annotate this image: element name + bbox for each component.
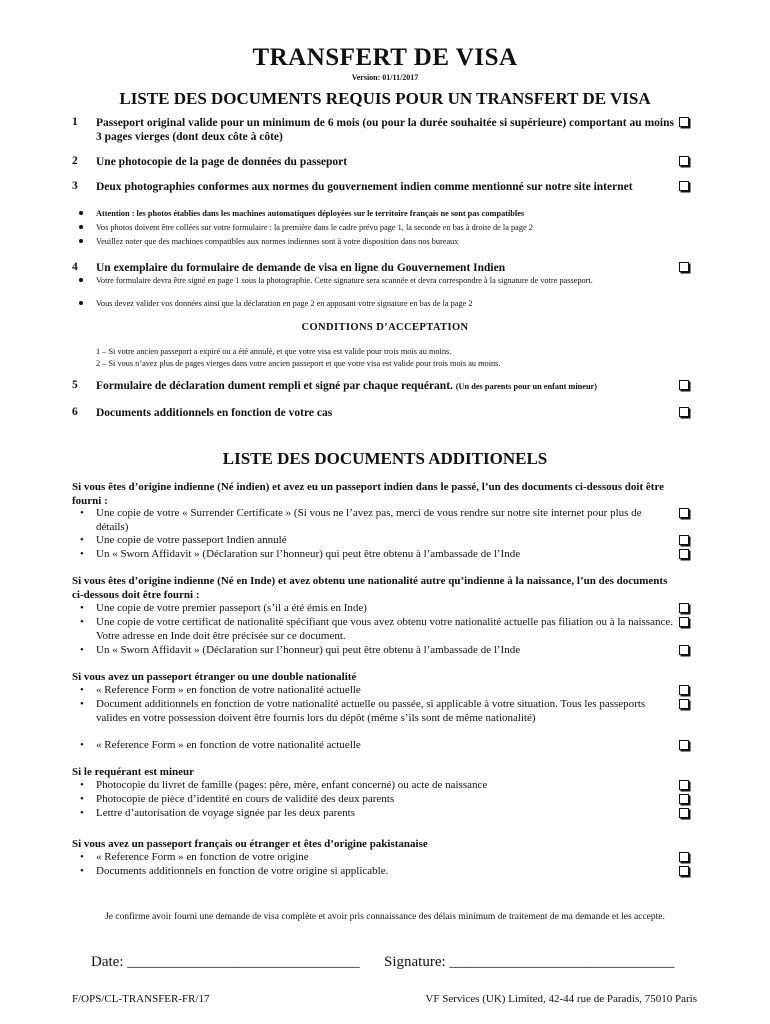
item-note: Votre formulaire devra être signé en page 1 sous la photographie. Cette signature sera scannée et devra correspondre à la signature de votre passeport. [96,276,593,285]
item-number: 1 [72,116,78,128]
list-item: Documents additionnels en fonction de votre origine si applicable. [96,865,389,877]
list-item: Un « Sworn Affidavit » (Déclaration sur l’honneur) qui peut être obtenu à l’ambassade de l’Inde [96,644,521,656]
bullet-icon [79,301,83,305]
required-item-text: Un exemplaire du formulaire de demande de visa en ligne du Gouvernement Indien [96,262,506,274]
list-item: Une copie de votre certificat de nationalité spécifiant que vous avez obtenu votre nationalité actuelle pas filiation ou à la naissance. Votre adresse en Inde doit être précisée sur ce document. [96,616,673,642]
section-title: Si le requérant est mineur [72,766,195,778]
list-item: « Reference Form » en fonction de votre nationalité actuelle [96,684,361,696]
footer-reference: F/OPS/CL-TRANSFER-FR/17 [72,993,210,1005]
checkbox-icon[interactable] [679,181,689,191]
required-item-text: Documents additionnels en fonction de votre cas [96,407,333,419]
bullet-icon: • [80,548,84,560]
checkbox-icon[interactable] [679,262,689,272]
version-label: Version: 01/11/2017 [351,73,419,82]
item-number: 2 [72,155,78,167]
section-title: Si vous êtes d’origine indienne (Né indien) et avez eu un passeport indien dans le passé, l’un des documents ci-dessous doit être fourni : [72,481,665,507]
item-5-main-text: Formulaire de déclaration dument rempli et signé par chaque requérant. [96,380,453,392]
checkbox-icon[interactable] [679,645,689,655]
item-note: Veuillez noter que des machines compatibles aux normes indiennes sont à votre disposition dans nos bureaux [96,237,459,246]
bullet-icon: • [80,644,84,656]
bullet-icon: • [80,779,84,791]
list-item: Une copie de votre passeport Indien annulé [96,534,287,546]
bullet-icon: • [80,507,84,519]
checkbox-icon[interactable] [679,117,689,127]
checkbox-icon[interactable] [679,508,689,518]
bullet-icon [79,225,83,229]
additional-documents-heading: LISTE DES DOCUMENTS ADDITIONELS [222,449,548,468]
confirmation-text: Je confirme avoir fourni une demande de visa complète et avoir pris connaissance des délais minimum de traitement de ma demande et les accepte. [105,912,665,922]
page-title: TRANSFERT DE VISA [252,44,518,71]
bullet-icon: • [80,807,84,819]
bullet-icon: • [80,851,84,863]
checkbox-icon[interactable] [679,603,689,613]
date-field[interactable]: Date: _______________________________ [91,954,360,970]
item-note: Vous devez valider vos données ainsi que la déclaration en page 2 en apposant votre signature en bas de la page 2 [96,299,473,308]
bullet-icon: • [80,739,84,751]
required-item-text [96,379,674,394]
item-5-inline-note: (Un des parents pour un enfant mineur) [455,382,598,391]
checkbox-icon[interactable] [679,699,689,709]
bullet-icon: • [80,684,84,696]
signature-field[interactable]: Signature: ______________________________ [384,954,675,970]
bullet-icon [79,278,83,282]
section-title: Si vous avez un passeport étranger ou une double nationalité [72,671,357,683]
list-item: Document additionnels en fonction de votre nationalité actuelle ou passée, si applicable à votre situation. Tous les passeports valides en votre possession doivent être fournis lors du dépôt (même s’ils sont de même nationalité) [96,698,646,724]
bullet-icon: • [80,534,84,546]
checkbox-icon[interactable] [679,535,689,545]
list-item: Lettre d’autorisation de voyage signée par les deux parents [96,807,356,819]
required-documents-heading: LISTE DES DOCUMENTS REQUIS POUR UN TRANSFERT DE VISA [119,89,651,108]
item-number: 6 [72,406,78,418]
checkbox-icon[interactable] [679,794,689,804]
item-number: 4 [72,261,78,273]
checkbox-icon[interactable] [679,156,689,166]
bullet-icon: • [80,865,84,877]
checkbox-icon[interactable] [679,808,689,818]
section-title: Si vous avez un passeport français ou étranger et êtes d’origine pakistanaise [72,838,428,850]
condition-line: 2 – Si vous n’avez plus de pages vierges dans votre ancien passeport et que votre visa est valide pour trois mois au moins. [96,359,501,368]
footer-address: VF Services (UK) Limited, 42-44 rue de Paradis, 75010 Paris [425,993,697,1005]
condition-line: 1 – Si votre ancien passeport a expiré ou a été annulé, et que votre visa est valide pour trois mois au moins. [96,347,452,356]
list-item: Un « Sworn Affidavit » (Déclaration sur l’honneur) qui peut être obtenu à l’ambassade de l’Inde [96,548,521,560]
bullet-icon: • [80,698,84,710]
bullet-icon [79,211,83,215]
checkbox-icon[interactable] [679,407,689,417]
bullet-icon [79,239,83,243]
checkbox-icon[interactable] [679,685,689,695]
checkbox-icon[interactable] [679,780,689,790]
required-item-text: Passeport original valide pour un minimum de 6 mois (ou pour la durée souhaitée si supérieure) comportant au moins 3 pages vierges (dont deux côte à côte) [96,117,674,143]
checkbox-icon[interactable] [679,740,689,750]
bullet-icon: • [80,793,84,805]
required-item-text: Une photocopie de la page de données du passeport [96,156,348,168]
required-item-text: Deux photographies conformes aux normes du gouvernement indien comme mentionné sur notre site internet [96,181,633,193]
checkbox-icon[interactable] [679,866,689,876]
checkbox-icon[interactable] [679,380,689,390]
conditions-title: CONDITIONS D’ACCEPTATION [301,322,469,333]
bullet-icon: • [80,616,84,628]
item-number: 3 [72,180,78,192]
item-note: Vos photos doivent être collées sur votre formulaire : la première dans le cadre prévu page 1, la seconde en bas à droite de la page 2 [96,223,533,232]
section-title: Si vous êtes d’origine indienne (Né en Inde) et avez obtenu une nationalité autre qu’indienne à la naissance, l’un des documents ci-dessous doit être fourni : [72,575,668,601]
list-item: Photocopie de pièce d’identité en cours de validité des deux parents [96,793,395,805]
item-note: Attention : les photos établies dans les machines automatiques déployées sur le territoire français ne sont pas compatibles [96,209,525,218]
list-item: « Reference Form » en fonction de votre origine [96,851,309,863]
item-number: 5 [72,379,78,391]
list-item: Une copie de votre premier passeport (s’il a été émis en Inde) [96,602,367,614]
checkbox-icon[interactable] [679,549,689,559]
list-item: Photocopie du livret de famille (pages: père, mère, enfant concerné) ou acte de naissance [96,779,488,791]
checkbox-icon[interactable] [679,617,689,627]
checkbox-icon[interactable] [679,852,689,862]
list-item: Une copie de votre « Surrender Certificate » (Si vous ne l’avez pas, merci de vous rendre sur notre site internet pour plus de détails) [96,507,642,533]
bullet-icon: • [80,602,84,614]
list-item: « Reference Form » en fonction de votre nationalité actuelle [96,739,361,751]
